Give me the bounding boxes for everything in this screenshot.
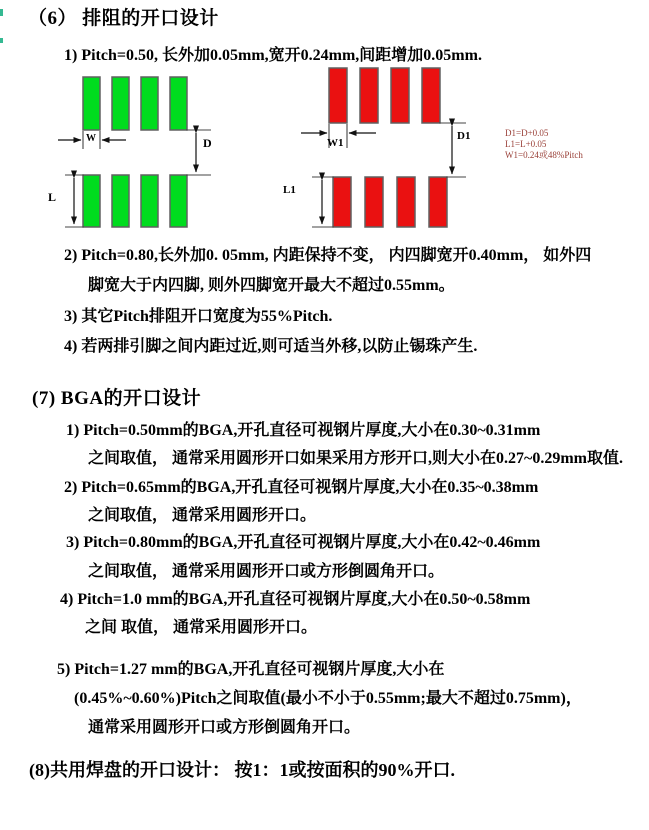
red-pad (329, 68, 347, 123)
section7-item1-line2: 之间取值， 通常采用圆形开口如果采用方形开口,则大小在0.27~0.29mm取值. (88, 450, 623, 467)
red-note-line3: W1=0.24或48%Pitch (505, 150, 583, 160)
section7-title: (7) BGA的开口设计 (32, 388, 202, 409)
red-pad (360, 68, 378, 123)
red-pad (397, 177, 415, 227)
section7-item5-line2: (0.45%~0.60%)Pitch之间取值(最小不小于0.55mm;最大不超过0.75mm)， (74, 690, 582, 707)
red-length-label: L1 (283, 184, 296, 196)
red-width-label: W1 (327, 137, 344, 149)
red-pad (365, 177, 383, 227)
section6-item2-line1: 2) Pitch=0.80,长外加0. 05mm, 内距保持不变， 内四脚宽开0.40mm， 如外四 (64, 247, 592, 264)
section7-item4-line1: 4) Pitch=1.0 mm的BGA,开孔直径可视钢片厚度,大小在0.50~0.58mm (60, 591, 531, 608)
section7-item2-line1: 2) Pitch=0.65mm的BGA,开孔直径可视钢片厚度,大小在0.35~0.38mm (64, 479, 539, 496)
section7-item2-line2: 之间取值， 通常采用圆形开口。 (88, 507, 317, 524)
green-pad (83, 175, 100, 227)
section6-title: （6） 排阻的开口设计 (28, 8, 219, 29)
section7-item1-line1: 1) Pitch=0.50mm的BGA,开孔直径可视钢片厚度,大小在0.30~0.31mm (66, 422, 541, 439)
red-note-line2: L1=L+0.05 (505, 139, 547, 149)
green-gap-label: D (203, 136, 212, 150)
section7-item4-line2: 之间 取值， 通常采用圆形开口。 (85, 619, 318, 636)
section8-title: (8)共用焊盘的开口设计： 按1：1或按面积的90%开口. (29, 760, 455, 780)
green-pad (170, 175, 187, 227)
section6-item2-line2: 脚宽大于内四脚, 则外四脚宽开最大不超过0.55mm。 (88, 277, 455, 294)
green-pad (141, 77, 158, 130)
section6-item4: 4) 若两排引脚之间内距过近,则可适当外移,以防止锡珠产生. (64, 338, 478, 355)
section6-item3: 3) 其它Pitch排阻开口宽度为55%Pitch. (64, 308, 333, 325)
red-note-line1: D1=D+0.05 (505, 128, 549, 138)
red-pad (391, 68, 409, 123)
green-pad (112, 175, 129, 227)
red-gap-label: D1 (457, 130, 471, 142)
section7-item5-line3: 通常采用圆形开口或方形倒圆角开口。 (88, 719, 361, 736)
green-pad (83, 77, 100, 130)
green-length-label: L (48, 190, 57, 204)
red-pad (333, 177, 351, 227)
green-width-label: W (86, 133, 96, 144)
green-pad (112, 77, 129, 130)
green-pad (141, 175, 158, 227)
red-pad (429, 177, 447, 227)
section7-item3-line1: 3) Pitch=0.80mm的BGA,开孔直径可视钢片厚度,大小在0.42~0.46mm (66, 534, 541, 551)
section7-item3-line2: 之间取值， 通常采用圆形开口或方形倒圆角开口。 (88, 563, 445, 580)
green-pad (170, 77, 187, 130)
section6-item1: 1) Pitch=0.50, 长外加0.05mm,宽开0.24mm,间距增加0.05mm. (64, 47, 482, 64)
red-pad (422, 68, 440, 123)
section7-item5-line1: 5) Pitch=1.27 mm的BGA,开孔直径可视钢片厚度,大小在 (57, 661, 445, 678)
